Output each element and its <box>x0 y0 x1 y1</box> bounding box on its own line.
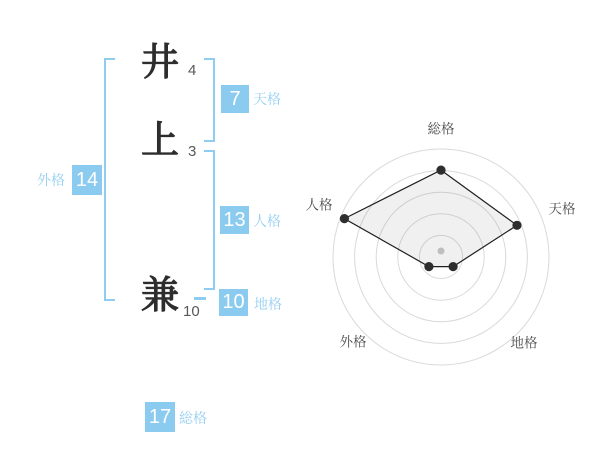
radar-axis-label: 外格 <box>339 334 367 350</box>
stroke-count-1: 4 <box>188 62 197 79</box>
tenkaku-value-badge: 7 <box>221 85 249 113</box>
soukaku-value-badge: 17 <box>145 402 175 432</box>
radar-vertex-dot <box>340 214 349 223</box>
radar-vertex-dot <box>512 221 521 230</box>
radar-axis-label: 人格 <box>305 197 333 213</box>
radar-vertex-dot <box>424 262 433 271</box>
gaikaku-label: 外格 <box>37 172 65 188</box>
jinkaku-label: 人格 <box>253 213 281 229</box>
radar-vertex-dot <box>436 166 445 175</box>
radar-vertex-dot <box>449 262 458 271</box>
radar-axis-label: 天格 <box>548 201 576 217</box>
radar-axis-label: 総格 <box>427 121 455 137</box>
name-char-3: 兼 <box>140 275 179 317</box>
jinkaku-value-badge: 13 <box>220 206 249 234</box>
tenkaku-label: 天格 <box>253 91 281 107</box>
chikaku-label: 地格 <box>254 296 282 312</box>
radar-polygon <box>344 170 517 267</box>
gaikaku-value-badge: 14 <box>72 165 102 195</box>
name-char-2: 上 <box>140 120 179 162</box>
radar-axis-label: 地格 <box>510 335 538 351</box>
stroke-count-3: 10 <box>183 303 200 320</box>
stroke-count-2: 3 <box>188 143 197 160</box>
soukaku-label: 総格 <box>179 410 207 426</box>
chikaku-value-badge: 10 <box>219 289 248 316</box>
name-char-1: 井 <box>140 42 179 84</box>
